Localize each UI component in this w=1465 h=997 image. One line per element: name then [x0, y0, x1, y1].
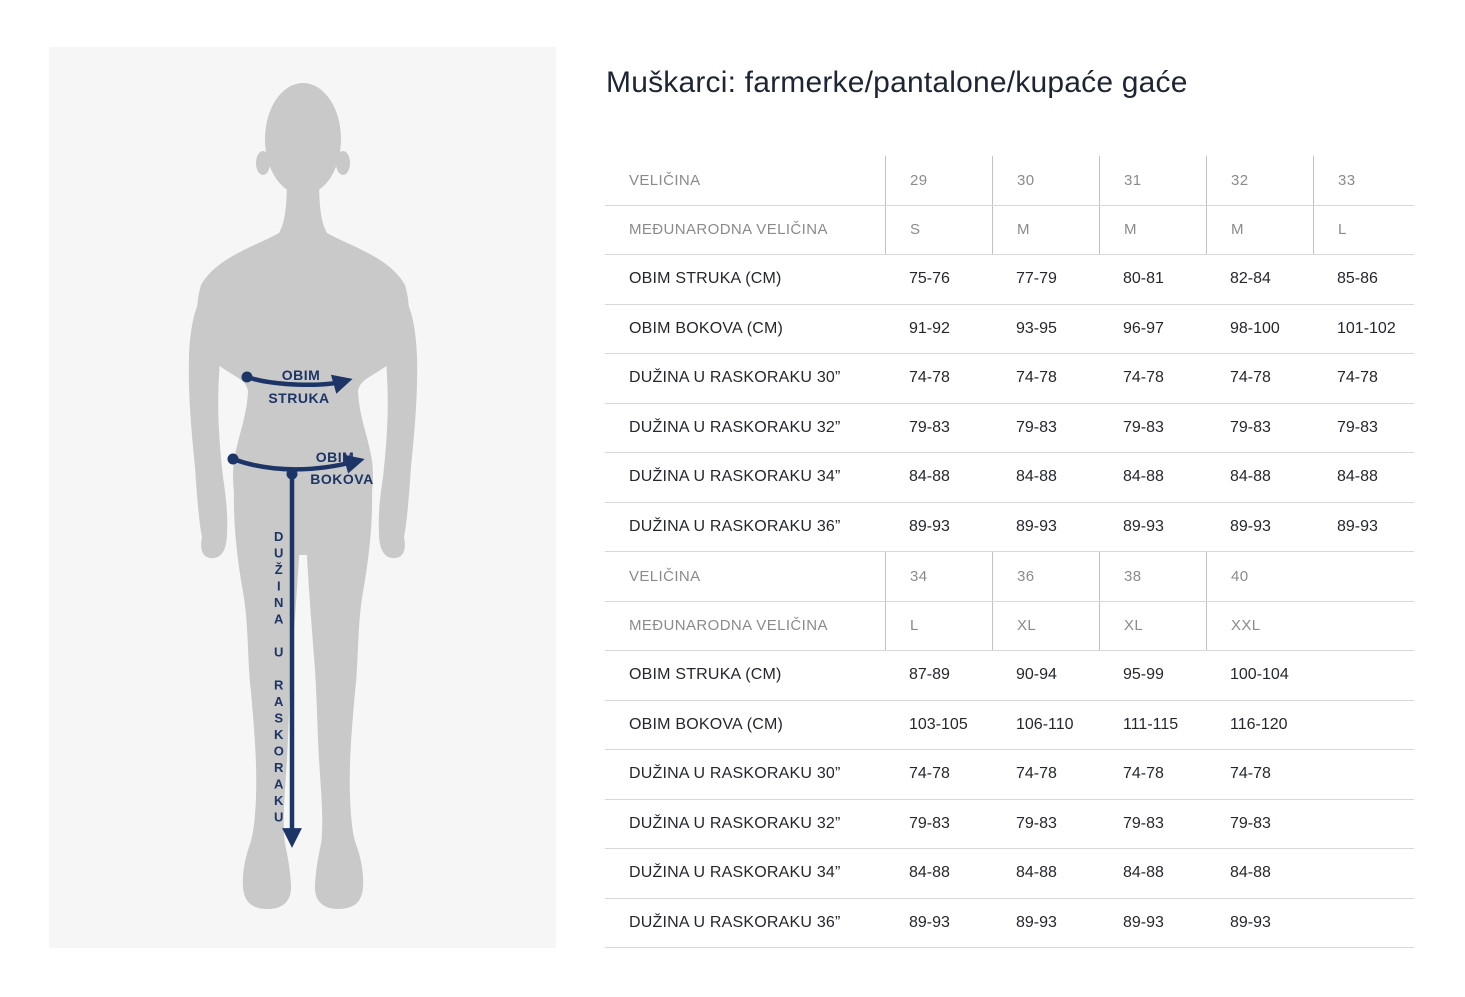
cell-value: 74-78: [1230, 765, 1271, 783]
cell-value: 95-99: [1123, 666, 1164, 684]
cell-value: 84-88: [1337, 468, 1378, 486]
cell-value: 89-93: [1230, 517, 1271, 535]
row-label: MEĐUNARODNA VELIČINA: [629, 221, 828, 239]
table-row: [605, 354, 1414, 404]
table-row: [605, 404, 1414, 454]
row-label: DUŽINA U RASKORAKU 30”: [629, 765, 841, 783]
cell-value: M: [992, 206, 1099, 255]
cell-value: 36: [992, 552, 1099, 601]
hip-label-line2: BOKOVA: [310, 471, 374, 487]
size-table: [605, 156, 1414, 948]
cell-value: 79-83: [1123, 418, 1164, 436]
waist-arrow-dot: [242, 372, 253, 383]
cell-value: 84-88: [909, 864, 950, 882]
row-label: VELIČINA: [629, 171, 701, 189]
row-label: DUŽINA U RASKORAKU 34”: [629, 468, 841, 486]
cell-value: XL: [1099, 602, 1206, 651]
cell-value: 91-92: [909, 319, 950, 337]
cell-value: 32: [1206, 156, 1313, 205]
cell-value: 89-93: [909, 913, 950, 931]
row-label: OBIM BOKOVA (CM): [629, 319, 784, 337]
table-row: [605, 899, 1414, 949]
cell-value: 100-104: [1230, 666, 1289, 684]
cell-value: M: [1206, 206, 1313, 255]
table-row: [605, 206, 1414, 256]
table-row: [605, 849, 1414, 899]
row-label: DUŽINA U RASKORAKU 36”: [629, 517, 841, 535]
cell-value: 74-78: [1016, 369, 1057, 387]
cell-value: 29: [885, 156, 992, 205]
hip-arrow-dot: [228, 454, 239, 465]
inseam-label: D U Ž I N A U R A S K O R A K U: [273, 529, 285, 825]
row-label: DUŽINA U RASKORAKU 32”: [629, 418, 841, 436]
table-row: [605, 552, 1414, 602]
hip-label-line1: OBIM: [315, 449, 355, 465]
cell-value: 87-89: [909, 666, 950, 684]
cell-value: 74-78: [1123, 765, 1164, 783]
cell-value: 96-97: [1123, 319, 1164, 337]
table-row: [605, 453, 1414, 503]
cell-value: XL: [992, 602, 1099, 651]
cell-value: 116-120: [1230, 715, 1288, 733]
cell-value: XXL: [1206, 602, 1414, 651]
cell-value: 89-93: [1230, 913, 1271, 931]
page-title: Muškarci: farmerke/pantalone/kupaće gaće: [606, 66, 1188, 99]
inseam-arrow-dot: [287, 469, 298, 480]
male-silhouette: [189, 83, 417, 909]
table-row: [605, 602, 1414, 652]
cell-value: 79-83: [1230, 814, 1271, 832]
cell-value: 74-78: [1230, 369, 1271, 387]
cell-value: 79-83: [1016, 418, 1057, 436]
measurement-figure-panel: [49, 47, 556, 948]
cell-value: 89-93: [909, 517, 950, 535]
cell-value: 40: [1206, 552, 1414, 601]
table-row: [605, 701, 1414, 751]
cell-value: 74-78: [909, 765, 950, 783]
row-label: OBIM STRUKA (CM): [629, 270, 782, 288]
table-row: [605, 800, 1414, 850]
cell-value: 84-88: [1230, 468, 1271, 486]
row-label: DUŽINA U RASKORAKU 32”: [629, 814, 841, 832]
cell-value: 79-83: [1337, 418, 1378, 436]
cell-value: 90-94: [1016, 666, 1057, 684]
cell-value: 79-83: [1123, 814, 1164, 832]
cell-value: 75-76: [909, 270, 950, 288]
cell-value: 30: [992, 156, 1099, 205]
cell-value: 106-110: [1016, 715, 1074, 733]
cell-value: 31: [1099, 156, 1206, 205]
cell-value: 84-88: [1016, 864, 1057, 882]
cell-value: 93-95: [1016, 319, 1057, 337]
cell-value: S: [885, 206, 992, 255]
cell-value: 89-93: [1016, 517, 1057, 535]
cell-value: 79-83: [909, 814, 950, 832]
cell-value: 84-88: [1230, 864, 1271, 882]
cell-value: L: [885, 602, 992, 651]
row-label: VELIČINA: [629, 567, 701, 585]
cell-value: 34: [885, 552, 992, 601]
cell-value: 84-88: [1016, 468, 1057, 486]
cell-value: 33: [1313, 156, 1414, 205]
row-label: DUŽINA U RASKORAKU 34”: [629, 864, 841, 882]
cell-value: 77-79: [1016, 270, 1057, 288]
cell-value: 79-83: [909, 418, 950, 436]
row-label: OBIM STRUKA (CM): [629, 666, 782, 684]
cell-value: 74-78: [909, 369, 950, 387]
cell-value: 79-83: [1016, 814, 1057, 832]
cell-value: 85-86: [1337, 270, 1378, 288]
table-row: [605, 156, 1414, 206]
cell-value: 80-81: [1123, 270, 1164, 288]
cell-value: 89-93: [1123, 517, 1164, 535]
cell-value: 98-100: [1230, 319, 1280, 337]
body-silhouette-diagram: [49, 47, 556, 948]
table-row: [605, 651, 1414, 701]
cell-value: 84-88: [1123, 864, 1164, 882]
cell-value: M: [1099, 206, 1206, 255]
cell-value: 74-78: [1016, 765, 1057, 783]
cell-value: 84-88: [909, 468, 950, 486]
cell-value: 79-83: [1230, 418, 1271, 436]
row-label: MEĐUNARODNA VELIČINA: [629, 617, 828, 635]
row-label: DUŽINA U RASKORAKU 36”: [629, 913, 841, 931]
cell-value: 111-115: [1123, 715, 1179, 733]
table-row: [605, 305, 1414, 355]
cell-value: 89-93: [1337, 517, 1378, 535]
cell-value: 74-78: [1337, 369, 1378, 387]
table-row: [605, 255, 1414, 305]
cell-value: 74-78: [1123, 369, 1164, 387]
cell-value: 89-93: [1016, 913, 1057, 931]
waist-label-line2: STRUKA: [268, 390, 330, 406]
cell-value: 103-105: [909, 715, 968, 733]
waist-label-line1: OBIM: [281, 367, 321, 383]
cell-value: 38: [1099, 552, 1206, 601]
cell-value: 84-88: [1123, 468, 1164, 486]
table-row: [605, 750, 1414, 800]
cell-value: 82-84: [1230, 270, 1271, 288]
row-label: OBIM BOKOVA (CM): [629, 715, 784, 733]
cell-value: L: [1313, 206, 1414, 255]
cell-value: 101-102: [1337, 319, 1396, 337]
table-row: [605, 503, 1414, 553]
row-label: DUŽINA U RASKORAKU 30”: [629, 369, 841, 387]
cell-value: 89-93: [1123, 913, 1164, 931]
